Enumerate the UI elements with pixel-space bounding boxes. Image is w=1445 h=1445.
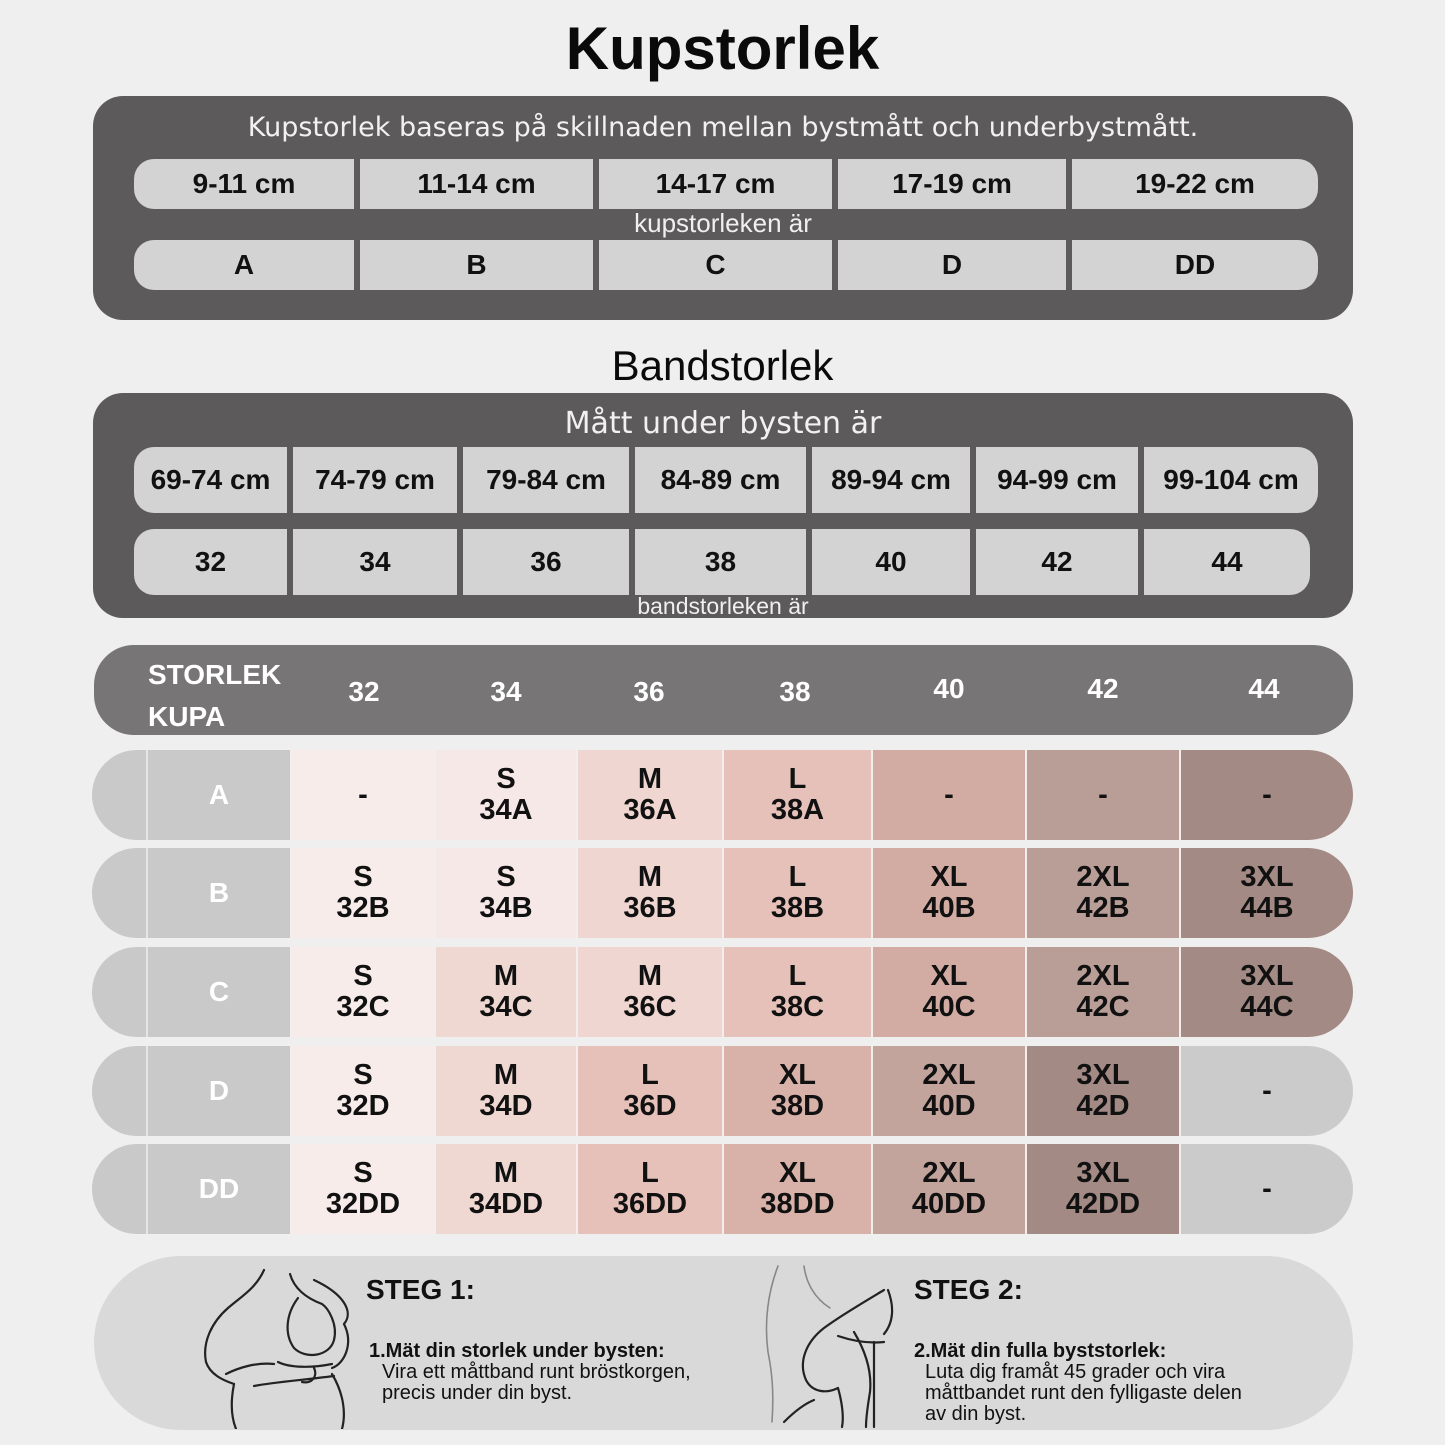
- band-bottom-label: bandstorleken är: [637, 593, 809, 619]
- size-cell: [576, 750, 722, 840]
- cup-range-row: [134, 159, 1318, 209]
- step1-line: precis under din byst.: [382, 1382, 573, 1404]
- size-code: 42DD: [1065, 1188, 1141, 1220]
- size-cell: [1179, 1144, 1353, 1234]
- size-code: 36B: [623, 892, 677, 924]
- size-cell: [290, 848, 434, 938]
- step1-text: [382, 1362, 691, 1404]
- size-letter: L: [788, 861, 807, 893]
- size-letter: -: [1098, 778, 1108, 811]
- header-label: [148, 654, 281, 738]
- size-cell: [1179, 947, 1353, 1037]
- size-code: 32DD: [325, 1188, 401, 1220]
- size-code: 38B: [770, 892, 825, 924]
- size-letter: L: [788, 763, 807, 795]
- size-letter: S: [353, 960, 373, 992]
- step1-line: Vira ett måttband runt bröstkorgen,: [382, 1361, 691, 1383]
- band-number-cell: 44: [1144, 529, 1310, 595]
- size-cell: [434, 750, 576, 840]
- row-lead: [92, 1046, 146, 1136]
- size-cell: [434, 947, 576, 1037]
- size-letter: M: [637, 763, 663, 795]
- cup-letter-row: [134, 240, 1318, 290]
- size-cell: [290, 1046, 434, 1136]
- size-code: 44C: [1240, 991, 1294, 1023]
- step2-text: [925, 1362, 1242, 1425]
- size-cell: [576, 1046, 722, 1136]
- size-letter: M: [637, 960, 663, 992]
- size-cell: [1179, 848, 1353, 938]
- cup-caption: Kupstorlek baseras på skillnaden mellan bystmått och underbystmått.: [247, 112, 1199, 143]
- size-code: 32B: [336, 892, 390, 924]
- cup-range-cell: 17-19 cm: [838, 159, 1066, 209]
- size-code: 38D: [770, 1090, 825, 1122]
- size-code: 38C: [770, 991, 825, 1023]
- band-range-row: [134, 447, 1318, 513]
- size-cell: [434, 1046, 576, 1136]
- size-code: 40B: [922, 892, 976, 924]
- band-range-cell: 99-104 cm: [1144, 447, 1318, 513]
- row-lead: [92, 848, 146, 938]
- size-letter: S: [496, 861, 516, 893]
- header-label-storlek: STORLEK: [148, 659, 282, 690]
- size-cell: [871, 1144, 1025, 1234]
- size-cell: [290, 947, 434, 1037]
- cup-range-cell: 9-11 cm: [134, 159, 354, 209]
- band-range-cell: 74-79 cm: [293, 447, 457, 513]
- size-letter: S: [353, 1157, 373, 1189]
- size-cell: [1025, 947, 1179, 1037]
- size-letter: 2XL: [922, 1059, 976, 1091]
- band-title: Bandstorlek: [611, 342, 834, 389]
- page-title: Kupstorlek: [565, 15, 880, 82]
- size-letter: S: [353, 1059, 373, 1091]
- size-letter: XL: [930, 960, 968, 992]
- header-label-kupa: KUPA: [148, 701, 226, 732]
- band-number-cell: 38: [635, 529, 806, 595]
- size-letter: M: [637, 861, 663, 893]
- size-letter: -: [1262, 1172, 1272, 1205]
- size-code: 42D: [1076, 1090, 1130, 1122]
- size-letter: S: [353, 861, 373, 893]
- size-letter: M: [493, 1059, 519, 1091]
- band-number-row: [134, 529, 1318, 595]
- band-number-cell: 32: [134, 529, 287, 595]
- size-letter: L: [788, 960, 807, 992]
- size-letter: 3XL: [1076, 1059, 1130, 1091]
- size-code: 34D: [479, 1090, 533, 1122]
- row-cup-label: A: [146, 750, 290, 840]
- size-row-dd: [92, 1144, 1353, 1234]
- size-cell: [722, 947, 871, 1037]
- size-code: 40DD: [911, 1188, 987, 1220]
- step2-line: av din byst.: [925, 1403, 1027, 1425]
- size-table-header: [94, 645, 1353, 735]
- step2-line: måttbandet runt den fylligaste delen: [925, 1382, 1242, 1404]
- size-code: 40D: [922, 1090, 976, 1122]
- size-cell: [1025, 848, 1179, 938]
- row-cup-label: D: [146, 1046, 290, 1136]
- measurement-steps-panel: [94, 1256, 1353, 1430]
- size-cell: [722, 848, 871, 938]
- band-number-cell: 36: [463, 529, 629, 595]
- header-col: 40: [933, 673, 965, 704]
- size-letter: XL: [778, 1059, 817, 1091]
- band-range-cell: 94-99 cm: [976, 447, 1138, 513]
- size-cell: [576, 947, 722, 1037]
- header-col: 44: [1248, 673, 1280, 704]
- size-cell: [576, 1144, 722, 1234]
- band-number-cell: 40: [812, 529, 970, 595]
- size-letter: M: [493, 960, 519, 992]
- size-letter: XL: [930, 861, 968, 893]
- size-code: 36A: [623, 794, 677, 826]
- band-range-cell: 79-84 cm: [463, 447, 629, 513]
- size-cell: [576, 848, 722, 938]
- row-cup-label: B: [146, 848, 290, 938]
- size-cell: [290, 1144, 434, 1234]
- row-lead: [92, 1144, 146, 1234]
- size-cell: [434, 1144, 576, 1234]
- size-code: 38DD: [760, 1188, 835, 1220]
- band-caption: Mått under bysten är: [564, 406, 882, 441]
- size-letter: S: [496, 763, 516, 795]
- size-row-a: [92, 750, 1353, 840]
- step2-heading: 2.Mät din fulla byststorlek:: [914, 1340, 1167, 1362]
- size-letter: XL: [778, 1157, 817, 1189]
- band-size-panel: [93, 393, 1353, 618]
- band-range-cell: 69-74 cm: [134, 447, 287, 513]
- cup-range-cell: 19-22 cm: [1072, 159, 1318, 209]
- size-letter: 2XL: [1076, 960, 1130, 992]
- size-letter: -: [1262, 778, 1272, 811]
- cup-letter-cell: C: [599, 240, 832, 290]
- step1-heading: 1.Mät din storlek under bysten:: [369, 1340, 665, 1362]
- cup-letter-cell: DD: [1072, 240, 1318, 290]
- cup-size-panel: [93, 96, 1353, 320]
- size-code: 38A: [770, 794, 825, 826]
- row-cup-label: C: [146, 947, 290, 1037]
- size-letter: 3XL: [1076, 1157, 1130, 1189]
- size-cell: [1025, 1046, 1179, 1136]
- row-lead: [92, 750, 146, 840]
- size-letter: L: [641, 1059, 659, 1091]
- size-code: 44B: [1240, 892, 1294, 924]
- size-letter: -: [358, 778, 368, 811]
- size-cell: [722, 1046, 871, 1136]
- size-code: 40C: [922, 991, 976, 1023]
- size-code: 36D: [623, 1090, 677, 1122]
- step1-title: STEG 1:: [366, 1274, 475, 1305]
- step2-line: Luta dig framåt 45 grader och vira: [925, 1361, 1226, 1383]
- size-code: 42C: [1076, 991, 1130, 1023]
- size-letter: 3XL: [1240, 861, 1294, 893]
- cup-range-cell: 14-17 cm: [599, 159, 832, 209]
- size-cell: [871, 947, 1025, 1037]
- header-col: 32: [348, 676, 380, 707]
- size-code: 34B: [479, 892, 533, 924]
- size-code: 36C: [623, 991, 677, 1023]
- size-cell: [871, 1046, 1025, 1136]
- header-col: 34: [490, 676, 522, 707]
- size-letter: L: [641, 1157, 659, 1189]
- size-cell: [1179, 750, 1353, 840]
- size-code: 32D: [336, 1090, 390, 1122]
- size-row-b: [92, 848, 1353, 938]
- band-range-cell: 84-89 cm: [635, 447, 806, 513]
- size-cell: [871, 750, 1025, 840]
- cup-range-cell: 11-14 cm: [360, 159, 593, 209]
- size-code: 34C: [479, 991, 533, 1023]
- size-cell: [1025, 1144, 1179, 1234]
- size-code: 34DD: [468, 1188, 544, 1220]
- size-letter: 3XL: [1240, 960, 1294, 992]
- size-code: 42B: [1076, 892, 1130, 924]
- size-letter: 2XL: [922, 1157, 976, 1189]
- size-row-c: [92, 947, 1353, 1037]
- size-row-d: [92, 1046, 1353, 1136]
- row-cup-label: DD: [146, 1144, 290, 1234]
- size-letter: 2XL: [1076, 861, 1130, 893]
- size-cell: [722, 1144, 871, 1234]
- size-cell: [1025, 750, 1179, 840]
- band-range-cell: 89-94 cm: [812, 447, 970, 513]
- size-letter: M: [493, 1157, 519, 1189]
- size-code: 36DD: [612, 1188, 688, 1220]
- cup-letter-cell: B: [360, 240, 593, 290]
- header-col: 36: [633, 676, 665, 707]
- row-lead: [92, 947, 146, 1037]
- size-letter: -: [944, 778, 954, 811]
- measure-full-bust-illustration-icon: [754, 1262, 914, 1430]
- size-letter: -: [1262, 1074, 1272, 1107]
- cup-letter-cell: D: [838, 240, 1066, 290]
- step2-title: STEG 2:: [914, 1274, 1023, 1305]
- size-cell: [434, 848, 576, 938]
- size-cell: [1179, 1046, 1353, 1136]
- size-cell: [871, 848, 1025, 938]
- header-col: 42: [1087, 673, 1119, 704]
- header-col: 38: [779, 676, 811, 707]
- size-code: 32C: [336, 991, 390, 1023]
- band-number-cell: 34: [293, 529, 457, 595]
- cup-letter-cell: A: [134, 240, 354, 290]
- size-cell: [722, 750, 871, 840]
- cup-middle-label: kupstorleken är: [634, 208, 812, 238]
- band-number-cell: 42: [976, 529, 1138, 595]
- size-code: 34A: [479, 794, 533, 826]
- size-cell: [290, 750, 434, 840]
